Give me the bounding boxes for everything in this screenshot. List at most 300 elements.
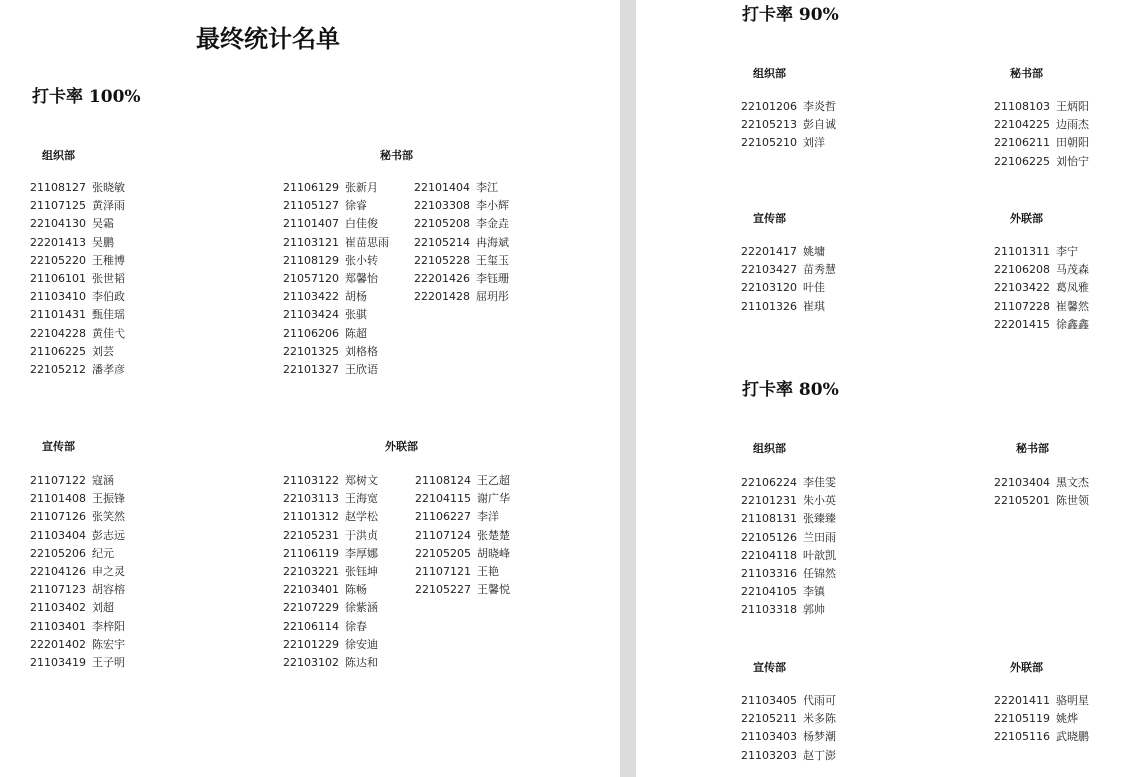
student-id: 22103113: [283, 492, 339, 506]
student-id: 22105213: [741, 118, 797, 132]
member-row: [994, 710, 1089, 728]
student-id: 21108127: [30, 181, 86, 194]
member-row: [414, 197, 509, 215]
member-row: [994, 116, 1089, 134]
member-row: [415, 472, 510, 490]
student-id: 21106206: [283, 326, 339, 340]
member-name: 张臻臻: [803, 512, 836, 526]
member-row: [30, 599, 125, 617]
student-id: 22104105: [741, 585, 797, 599]
member-row: [30, 325, 125, 343]
member-row: [994, 728, 1089, 746]
student-id: 22101229: [283, 637, 339, 651]
member-name: 崔苗思雨: [345, 235, 389, 249]
member-name: 徐睿: [345, 199, 367, 213]
dept-heading-liaison: 外联部: [1010, 212, 1043, 225]
member-row: [741, 134, 836, 152]
student-id: 21103402: [30, 601, 86, 615]
member-name: 田朝阳: [1056, 136, 1089, 150]
member-list-secretary: [994, 98, 1089, 171]
member-row: [994, 243, 1089, 261]
member-row: [994, 492, 1089, 510]
student-id: 22106114: [283, 619, 339, 633]
member-name: 刘格格: [345, 344, 378, 358]
student-id: 22105205: [415, 546, 471, 560]
member-row: [741, 710, 836, 728]
member-row: [994, 98, 1089, 116]
member-name: 胡晓峰: [477, 546, 510, 560]
document-title: 最终统计名单: [196, 24, 340, 53]
member-name: 彭志远: [92, 528, 125, 542]
member-row: [30, 306, 125, 324]
dept-heading-liaison: 外联部: [385, 440, 418, 453]
member-name: 张笑然: [92, 510, 125, 524]
member-row: [30, 361, 125, 379]
member-row: [283, 581, 378, 599]
member-row: [414, 234, 509, 252]
student-id: 21103203: [741, 748, 797, 762]
dept-heading-org: 组织部: [753, 67, 786, 80]
member-name: 叶歆凯: [803, 548, 836, 562]
member-name: 李金垚: [476, 217, 509, 231]
member-name: 姚墉: [803, 245, 825, 258]
member-row: [414, 215, 509, 233]
member-row: [283, 343, 389, 361]
member-name: 屈玥彤: [476, 290, 509, 304]
student-id: 22105119: [994, 712, 1050, 726]
member-row: [283, 545, 378, 563]
member-name: 张世韬: [92, 272, 125, 286]
member-row: [994, 261, 1089, 279]
student-id: 22201417: [741, 245, 797, 258]
student-id: 22105220: [30, 253, 86, 267]
student-id: 21103405: [741, 694, 797, 707]
member-name: 徐安迪: [345, 637, 378, 651]
rate-80-heading: 打卡率 80%: [742, 380, 839, 400]
member-name: 李宁: [1056, 245, 1078, 258]
member-row: [283, 490, 378, 508]
student-id: 21103419: [30, 656, 86, 670]
dept-heading-secretary: 秘书部: [380, 149, 413, 162]
member-name: 朱小英: [803, 494, 836, 508]
student-id: 21103121: [283, 235, 339, 249]
student-id: 21103318: [741, 603, 797, 617]
student-id: 21103401: [30, 619, 86, 633]
student-id: 21107228: [994, 299, 1050, 313]
member-row: [30, 618, 125, 636]
student-id: 22104126: [30, 565, 86, 579]
dept-heading-publicity: 宣传部: [42, 440, 75, 453]
student-id: 22106224: [741, 476, 797, 489]
member-name: 陈世领: [1056, 494, 1089, 508]
member-name: 彭自诚: [803, 118, 836, 132]
student-id: 21101407: [283, 217, 339, 231]
student-id: 22104130: [30, 217, 86, 231]
member-name: 米多陈: [803, 712, 836, 726]
student-id: 21106225: [30, 344, 86, 358]
member-name: 吴鹏: [92, 235, 114, 249]
member-name: 胡杨: [345, 290, 367, 304]
member-name: 陈超: [345, 326, 367, 340]
member-row: [30, 508, 125, 526]
member-name: 任锦然: [803, 567, 836, 581]
member-row: [30, 563, 125, 581]
member-row: [283, 252, 389, 270]
member-name: 李梓阳: [92, 619, 125, 633]
member-name: 刘怡宁: [1056, 154, 1089, 168]
member-row: [283, 215, 389, 233]
member-name: 徐鑫鑫: [1056, 317, 1089, 331]
student-id: 22105206: [30, 546, 86, 560]
member-row: [994, 692, 1089, 710]
member-row: [741, 298, 836, 316]
member-row: [283, 197, 389, 215]
member-row: [30, 179, 125, 197]
member-row: [30, 343, 125, 361]
member-name: 李佳雯: [803, 476, 836, 489]
member-name: 冉海斌: [476, 235, 509, 249]
student-id: 21105127: [283, 199, 339, 213]
member-row: [415, 581, 510, 599]
student-id: 22103427: [741, 263, 797, 277]
student-id: 22105212: [30, 363, 86, 377]
student-id: 21108129: [283, 253, 339, 267]
member-name: 崔馨然: [1056, 299, 1089, 313]
student-id: 22103401: [283, 583, 339, 597]
student-id: 22201428: [414, 290, 470, 304]
member-name: 苗秀慧: [803, 263, 836, 277]
member-row: [283, 618, 378, 636]
member-name: 郭帅: [803, 603, 825, 617]
member-row: [30, 288, 125, 306]
student-id: 22105214: [414, 235, 470, 249]
student-id: 21101431: [30, 308, 86, 322]
member-name: 兰田雨: [803, 530, 836, 544]
member-name: 黄泽雨: [92, 199, 125, 213]
rate-90-heading: 打卡率 90%: [742, 5, 839, 25]
student-id: 22103404: [994, 476, 1050, 489]
student-id: 21106227: [415, 510, 471, 524]
member-row: [30, 472, 125, 490]
member-list-liaison: [994, 692, 1089, 747]
student-id: 21103122: [283, 474, 339, 487]
student-id: 21108124: [415, 474, 471, 487]
member-list-org: [30, 179, 125, 379]
member-row: [30, 581, 125, 599]
member-name: 黑文杰: [1056, 476, 1089, 489]
member-row: [30, 252, 125, 270]
member-name: 李厚娜: [345, 546, 378, 560]
member-name: 武晓鹏: [1056, 730, 1089, 744]
dept-heading-org: 组织部: [753, 442, 786, 455]
member-row: [415, 508, 510, 526]
member-row: [415, 545, 510, 563]
member-row: [283, 527, 378, 545]
member-row: [741, 529, 836, 547]
member-row: [30, 654, 125, 672]
student-id: 21107126: [30, 510, 86, 524]
member-name: 陈达和: [345, 656, 378, 670]
student-id: 22201402: [30, 637, 86, 651]
student-id: 21107122: [30, 474, 86, 487]
member-name: 李伯政: [92, 290, 125, 304]
member-name: 王玺玉: [476, 253, 509, 267]
student-id: 21106101: [30, 272, 86, 286]
member-row: [30, 234, 125, 252]
student-id: 22104225: [994, 118, 1050, 132]
member-row: [30, 270, 125, 288]
student-id: 21103424: [283, 308, 339, 322]
member-row: [741, 692, 836, 710]
student-id: 21106129: [283, 181, 339, 194]
member-list-liaison-b: [415, 472, 510, 599]
student-id: 22201415: [994, 317, 1050, 331]
member-name: 纪元: [92, 546, 114, 560]
member-name: 刘芸: [92, 344, 114, 358]
student-id: 21107121: [415, 565, 471, 579]
student-id: 22104118: [741, 548, 797, 562]
member-name: 王海宽: [345, 492, 378, 506]
student-id: 21103404: [30, 528, 86, 542]
student-id: 21101311: [994, 245, 1050, 258]
member-name: 张骐: [345, 308, 367, 322]
member-list-publicity: [30, 472, 125, 672]
member-row: [283, 636, 378, 654]
member-row: [30, 545, 125, 563]
student-id: 22104115: [415, 492, 471, 506]
member-row: [283, 361, 389, 379]
member-row: [994, 134, 1089, 152]
student-id: 22105211: [741, 712, 797, 726]
dept-heading-liaison: 外联部: [1010, 661, 1043, 674]
member-list-liaison-a: [283, 472, 378, 672]
student-id: 22103221: [283, 565, 339, 579]
member-name: 寇涵: [92, 474, 114, 487]
member-row: [741, 243, 836, 261]
student-id: 21106119: [283, 546, 339, 560]
member-name: 郑馨怡: [345, 272, 378, 286]
dept-heading-org: 组织部: [42, 149, 75, 162]
member-name: 叶佳: [803, 281, 825, 295]
member-row: [283, 179, 389, 197]
student-id: 22106225: [994, 154, 1050, 168]
member-row: [283, 288, 389, 306]
student-id: 21107123: [30, 583, 86, 597]
member-row: [30, 490, 125, 508]
member-row: [741, 583, 836, 601]
member-list-liaison: [994, 243, 1089, 334]
student-id: 22103120: [741, 281, 797, 295]
member-name: 边雨杰: [1056, 118, 1089, 132]
student-id: 22103102: [283, 656, 339, 670]
member-row: [741, 474, 836, 492]
member-name: 李镇: [803, 585, 825, 599]
member-row: [414, 179, 509, 197]
member-row: [741, 98, 836, 116]
member-name: 张楚楚: [477, 528, 510, 542]
member-row: [414, 252, 509, 270]
member-name: 申之灵: [92, 565, 125, 579]
member-row: [283, 306, 389, 324]
dept-heading-secretary: 秘书部: [1010, 67, 1043, 80]
student-id: 21101312: [283, 510, 339, 524]
student-id: 22201411: [994, 694, 1050, 707]
member-row: [415, 490, 510, 508]
member-row: [741, 565, 836, 583]
student-id: 21107124: [415, 528, 471, 542]
member-name: 李小辉: [476, 199, 509, 213]
member-row: [30, 527, 125, 545]
member-list-org: [741, 474, 836, 620]
member-row: [741, 601, 836, 619]
member-row: [283, 599, 378, 617]
member-name: 王振锋: [92, 492, 125, 506]
member-name: 白佳俊: [345, 217, 378, 231]
member-name: 姚烨: [1056, 712, 1078, 726]
member-name: 马茂森: [1056, 263, 1089, 277]
member-name: 于洪贞: [345, 528, 378, 542]
member-row: [994, 279, 1089, 297]
student-id: 21057120: [283, 272, 339, 286]
member-row: [994, 298, 1089, 316]
member-row: [415, 563, 510, 581]
member-name: 陈宏宇: [92, 637, 125, 651]
student-id: 22101327: [283, 363, 339, 377]
student-id: 22101206: [741, 100, 797, 113]
student-id: 22101325: [283, 344, 339, 358]
member-row: [994, 474, 1089, 492]
member-row: [283, 270, 389, 288]
member-name: 王乙超: [477, 474, 510, 487]
member-name: 刘洋: [803, 136, 825, 150]
member-row: [741, 510, 836, 528]
dept-heading-secretary: 秘书部: [1016, 442, 1049, 455]
member-name: 徐春: [345, 619, 367, 633]
member-list-publicity: [741, 692, 836, 765]
member-name: 杨梦潮: [803, 730, 836, 744]
student-id: 21101408: [30, 492, 86, 506]
member-name: 李江: [476, 181, 498, 194]
dept-heading-publicity: 宣传部: [753, 212, 786, 225]
member-name: 王欣语: [345, 363, 378, 377]
member-name: 王子明: [92, 656, 125, 670]
student-id: 22101404: [414, 181, 470, 194]
member-name: 崔琪: [803, 299, 825, 313]
member-name: 王馨悦: [477, 583, 510, 597]
member-name: 李钰珊: [476, 272, 509, 286]
member-row: [415, 527, 510, 545]
student-id: 22105116: [994, 730, 1050, 744]
member-name: 李洋: [477, 510, 499, 524]
member-list-org: [741, 98, 836, 153]
member-row: [283, 325, 389, 343]
member-name: 谢广华: [477, 492, 510, 506]
document-page-2: [636, 0, 1129, 777]
student-id: 22105201: [994, 494, 1050, 508]
member-row: [741, 279, 836, 297]
member-row: [741, 547, 836, 565]
member-row: [741, 116, 836, 134]
member-row: [30, 197, 125, 215]
member-row: [30, 215, 125, 233]
member-name: 郑树文: [345, 474, 378, 487]
member-row: [414, 270, 509, 288]
member-list-secretary-b: [414, 179, 509, 306]
member-list-secretary: [994, 474, 1089, 510]
student-id: 21103422: [283, 290, 339, 304]
student-id: 22104228: [30, 326, 86, 340]
member-name: 王炳阳: [1056, 100, 1089, 113]
student-id: 22101231: [741, 494, 797, 508]
member-row: [283, 472, 378, 490]
member-name: 刘超: [92, 601, 114, 615]
student-id: 22105208: [414, 217, 470, 231]
member-list-publicity: [741, 243, 836, 316]
student-id: 21107125: [30, 199, 86, 213]
member-name: 葛凤雅: [1056, 281, 1089, 295]
member-name: 张钰坤: [345, 565, 378, 579]
member-name: 张小转: [345, 253, 378, 267]
member-row: [741, 728, 836, 746]
member-row: [741, 492, 836, 510]
rate-100-heading: 打卡率 100%: [32, 87, 141, 107]
student-id: 21108103: [994, 100, 1050, 113]
student-id: 21108131: [741, 512, 797, 526]
member-row: [283, 654, 378, 672]
student-id: 22201413: [30, 235, 86, 249]
member-name: 胡容榕: [92, 583, 125, 597]
member-name: 徐紫涵: [345, 601, 378, 615]
student-id: 22103422: [994, 281, 1050, 295]
member-row: [30, 636, 125, 654]
student-id: 22105210: [741, 136, 797, 150]
member-name: 张新月: [345, 181, 378, 194]
member-name: 黄佳弋: [92, 326, 125, 340]
member-name: 潘孝彦: [92, 363, 125, 377]
member-name: 张晓敏: [92, 181, 125, 194]
student-id: 21103410: [30, 290, 86, 304]
member-name: 王艳: [477, 565, 499, 579]
student-id: 22106208: [994, 263, 1050, 277]
member-name: 代雨可: [803, 694, 836, 707]
student-id: 22106211: [994, 136, 1050, 150]
member-name: 赵学松: [345, 510, 378, 524]
student-id: 22105227: [415, 583, 471, 597]
member-row: [741, 261, 836, 279]
member-name: 甄佳瑶: [92, 308, 125, 322]
dept-heading-publicity: 宣传部: [753, 661, 786, 674]
member-name: 王稚博: [92, 253, 125, 267]
student-id: 21103316: [741, 567, 797, 581]
member-row: [283, 234, 389, 252]
member-row: [741, 747, 836, 765]
student-id: 22105231: [283, 528, 339, 542]
member-name: 骆明星: [1056, 694, 1089, 707]
member-row: [283, 508, 378, 526]
student-id: 21101326: [741, 299, 797, 313]
student-id: 22201426: [414, 272, 470, 286]
student-id: 22105228: [414, 253, 470, 267]
member-row: [283, 563, 378, 581]
student-id: 22107229: [283, 601, 339, 615]
member-list-secretary-a: [283, 179, 389, 379]
member-name: 吴霜: [92, 217, 114, 231]
member-name: 陈畅: [345, 583, 367, 597]
student-id: 21103403: [741, 730, 797, 744]
member-name: 赵丁澎: [803, 748, 836, 762]
member-name: 李炎哲: [803, 100, 836, 113]
member-row: [994, 316, 1089, 334]
